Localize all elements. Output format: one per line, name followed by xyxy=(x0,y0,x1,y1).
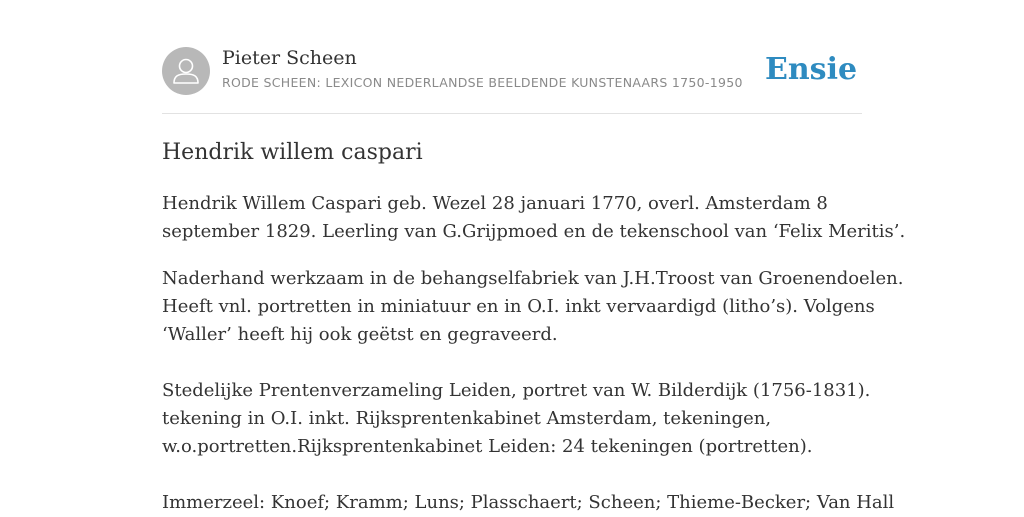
user-placeholder-icon xyxy=(162,47,210,95)
paragraph-biography xyxy=(162,190,906,246)
author-avatar xyxy=(162,47,210,95)
paragraph-work xyxy=(162,265,904,349)
header-divider xyxy=(162,113,862,114)
article-header xyxy=(162,46,862,96)
paragraph-line: ‘Waller’ heeft hij ook geëtst en gegraveerd. xyxy=(162,324,558,345)
paragraph-line: september 1829. Leerling van G.Grijpmoed en de tekenschool van ‘Felix Meritis’. xyxy=(162,221,906,242)
source-title[interactable]: RODE SCHEEN: LEXICON NEDERLANDSE BEELDENDE KUNSTENAARS 1750-1950 xyxy=(222,75,743,90)
paragraph-line: Heeft vnl. portretten in miniatuur en in O.I. inkt vervaardigd (litho’s). Volgens xyxy=(162,296,875,317)
article-title: Hendrik willem caspari xyxy=(162,140,423,165)
paragraph-line: w.o.portretten.Rijksprentenkabinet Leiden: 24 tekeningen (portretten). xyxy=(162,436,813,457)
paragraph-collections xyxy=(162,377,871,461)
paragraph-line: Stedelijke Prentenverzameling Leiden, portret van W. Bilderdijk (1756-1831). xyxy=(162,380,871,401)
paragraph-line: tekening in O.I. inkt. Rijksprentenkabinet Amsterdam, tekeningen, xyxy=(162,408,772,429)
paragraph-line: Immerzeel: Knoef; Kramm; Luns; Plasschaert; Scheen; Thieme-Becker; Van Hall xyxy=(162,492,895,513)
paragraph-line: Hendrik Willem Caspari geb. Wezel 28 januari 1770, overl. Amsterdam 8 xyxy=(162,193,828,214)
paragraph-line: Naderhand werkzaam in de behangselfabriek van J.H.Troost van Groenendoelen. xyxy=(162,268,904,289)
author-name[interactable]: Pieter Scheen xyxy=(222,47,357,69)
ensie-logo[interactable]: Ensie xyxy=(765,52,858,87)
paragraph-references xyxy=(162,489,895,517)
